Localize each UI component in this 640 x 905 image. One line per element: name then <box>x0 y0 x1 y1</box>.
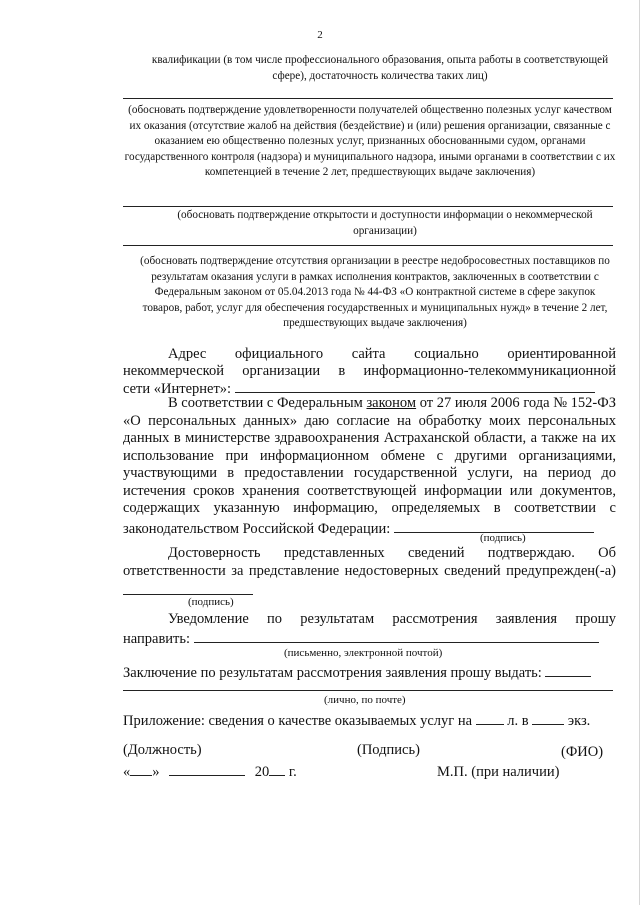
notification-line-2: направить: <box>123 628 616 648</box>
fill-line-satisfaction <box>123 98 613 99</box>
conclusion-line: Заключение по результатам рассмотрения заявления прошу выдать: <box>123 662 616 682</box>
attachment-line: Приложение: сведения о качестве оказываемых услуг на л. в экз. <box>123 710 616 730</box>
address-line-2: некоммерческой организации в информационно-телекоммуникационной <box>123 363 616 379</box>
position-label: (Должность) <box>123 742 202 758</box>
date-day-field[interactable] <box>130 761 152 776</box>
stamp-label: М.П. (при наличии) <box>437 764 560 780</box>
consent-signature-field[interactable] <box>394 518 594 533</box>
attachment-pages-field[interactable] <box>476 710 504 725</box>
address-line-1: Адрес официального сайта социально ориентированной <box>168 346 616 362</box>
conclusion-caption: (лично, по почте) <box>324 694 406 706</box>
signature-label: (Подпись) <box>357 742 420 758</box>
date-line: « » 20 г. <box>123 761 297 781</box>
notification-line-1: Уведомление по результатам рассмотрения заявления прошу <box>168 611 616 627</box>
reliability-paragraph: Достоверность представленных сведений подтверждаю. Об ответственности за представление недостоверных сведений предупрежден(-а) <box>123 545 616 601</box>
fill-line-openness <box>123 206 613 207</box>
note-qualification: квалификации (в том числе профессионального образования, опыта работы в соответствующей сфере), достаточность количества таких лиц) <box>151 54 609 82</box>
reliability-signature-field[interactable] <box>123 580 253 595</box>
fill-line-registry <box>123 245 613 246</box>
date-year-field[interactable] <box>269 761 285 776</box>
attachment-copies-field[interactable] <box>532 710 564 725</box>
page-number: 2 <box>317 29 323 41</box>
reliability-signature-caption: (подпись) <box>188 596 234 608</box>
consent-paragraph: В соответствии с Федеральным законом от 27 июля 2006 года № 152-ФЗ «О персональных данных» даю согласие на обработку моих персональных данных в министерстве здравоохранения Астраханской области, а также на их использование при информационном обмене с другими организациями, участвующими в предоставлении государственной услуги, на период до истечения сроков хранения соответствующей информации или документов, содержащих указанную информацию, определяемых в соответствии с законодательством Российской Федерации: <box>123 395 616 537</box>
note-openness: (обосновать подтверждение открытости и доступности информации о некоммерческой организации) <box>177 209 593 237</box>
note-satisfaction: (обосновать подтверждение удовлетворенности получателей общественно полезных услуг качеством их оказания (отсутствие жалоб на действия (бездействие) и (или) решения организации, связанные с оказанием ею общественно полезных услуг, признанных обоснованными судом, органами государственного контроля (надзора) и муниципального надзора, иными органами в соответствии с их компетенцией в течение 2 лет, предшествующих выдаче заключения) <box>124 104 616 178</box>
note-registry: (обосновать подтверждение отсутствия организации в реестре недобросовестных поставщиков по результатам оказания услуги в рамках исполнения контрактов, заключенных в соответствии с Федеральным законом от 05.04.2013 года № 44-ФЗ «О контрактной системе в сфере закупок товаров, работ, услуг для обеспечения государственных и муниципальных нужд» в течение 2 лет, предшествующих выдаче заключения) <box>140 255 610 329</box>
law-link[interactable]: законом <box>366 395 417 411</box>
conclusion-method-field[interactable] <box>545 662 591 677</box>
date-month-field[interactable] <box>169 761 245 776</box>
notification-caption: (письменно, электронной почтой) <box>284 647 443 659</box>
website-field[interactable] <box>235 378 595 393</box>
notification-method-field[interactable] <box>194 628 599 643</box>
conclusion-fill-line <box>123 690 613 691</box>
consent-signature-caption: (подпись) <box>480 532 526 544</box>
fullname-label: (ФИО) <box>561 744 604 760</box>
address-line-3: сети «Интернет»: <box>123 378 616 398</box>
